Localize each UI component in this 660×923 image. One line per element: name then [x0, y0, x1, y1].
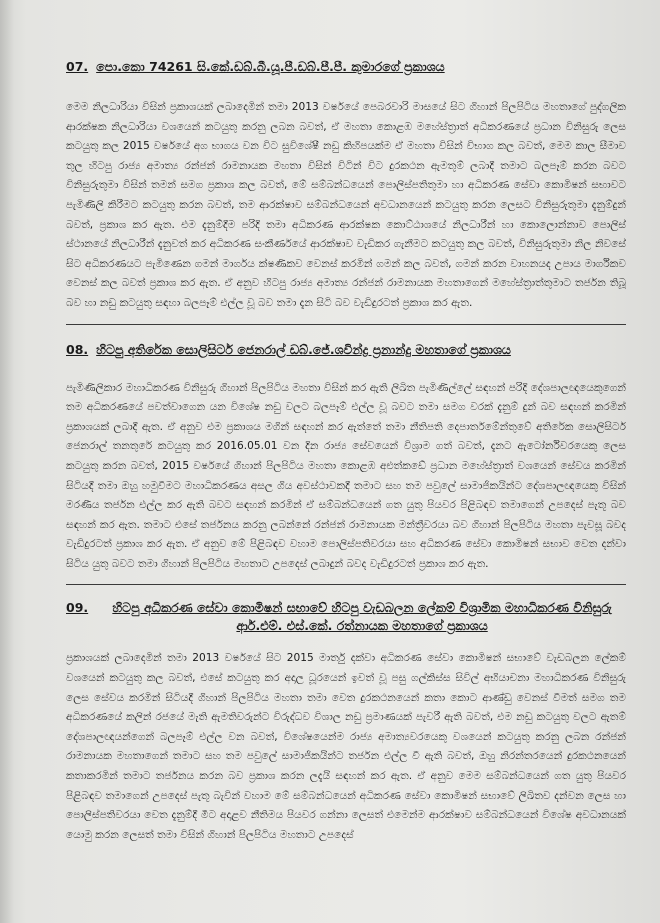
section-number: 09. [66, 600, 89, 616]
section-heading-08 [66, 341, 626, 359]
section-heading-text: හිටපු අතිරේක සොලිසිටර් ජෙනරාල් ඩබ්.ජේ.ශවින්ද්‍ර ප්‍රනාන්දු මහතාගේ ප්‍රකාශය [96, 341, 511, 357]
scan-edge-shadow [0, 0, 14, 923]
section-heading-text: පො.කො 74261 සි.කේ.ඩබ්.බී.යූ.පී.ඩබ්.පී.පී. කුමාරගේ ප්‍රකාශය [96, 59, 445, 74]
section-heading-07 [66, 58, 626, 76]
document-body [66, 58, 626, 845]
section-divider [66, 584, 626, 585]
section-number: 07. [66, 59, 89, 74]
section-heading-text: හිටපු අධිකරණ සේවා කොමිෂන් සභාවේ හිටපු වැඩබලන ලේකම් විශ්‍රාමික මහාධිකරණ විනිසුරු ආර්.එම්. එස්.කේ. රත්නායක මහතාගේ ප්‍රකාශය [112, 600, 612, 634]
section-paragraph-07: මෙම නිලධාරියා විසින් ප්‍රකාශයක් ලබාදෙමින් තමා 2013 වර්ෂයේ පෙබරවාරි මාසයේ සිට ගිහාන් පිලපිටිය මහතාගේ පුද්ගලික ආරක්ෂක නිලධාරියා වශයෙන් කටයුතු කරනු ලබන බවත්, ඒ මහතා කොළඹ මහේස්ත්‍රාත් අධිකරණයේ ප්‍රධාන විනිසුරු ලෙස කටයුතු කල 2015 වර්ෂයේ අග භාගය වන විට සුවිශේෂී නඩු කිහිපයක්ම ඒ මහතා විසින් විභාග කල බවත්, මෙම කාල සීමාව තුල හිටපු රාජ්‍ය අමාත්‍ය රන්ජන් රාමනායක මහතා විසින් විටින් විට දුරකථන ඇමතුම් ලබාදී තමාට බලපෑම් කරන බවට විනිසුරුතුමා විසින් තමන් සමග ප්‍රකාශ කල බවත්, මේ සම්බන්ධයෙන් පොලිස්පතිතුමා හා අධිකරණ සේවා කොමිෂන් සභාවට පැමිණිලි කිරීමට කටයුතු කරන බවත්, තම ආරක්ෂාව සම්බන්ධයෙන් අවධානයෙන් කටයුතු කරන ලෙසට විනිසුරුතුමා දැනුම්දුන් බවත්, ප්‍රකාශ කර ඇත. එම දැනුම්දීම පරිදි තමා අධිකරණ ආරක්ෂක කොට්ඨාශයේ නිලධාරීන් හා කොලොන්නාව පොලිස් ස්ථානයේ නිලධාරීන් දැනුවත් කර අධිකරණ සංකීර්ණයේ ආරක්ෂාව වැඩිකර ගැනීමට කටයුතු කල බවත්, විනිසුරුතුමා නිල නිවසේ සිට අධිකරණයට පැමිණෙන ගමන් මාර්ගය ක්ෂණිකව වෙනස් කරමින් ගමන් කල බවත්, ගමන් කරන වාහනයද උපාය මාර්ගිකව වෙනස් කල බවත් ප්‍රකාශ කර ඇත. ඒ අනුව හිටපු රාජ්‍ය අමාත්‍ය රන්ජන් රාමනායක මහතාගෙන් මහේස්ත්‍රාත්තුමාට තර්ජන තිබූ බව හා නඩු කටයුතු සඳහා බලපෑම් එල්ල වූ බව තමා දැන සිටි බව වැඩිදුරටත් ප්‍රකාශ කර ඇත. [66, 101, 626, 309]
section-paragraph-09: ප්‍රකාශයක් ලබාදෙමින් තමා 2013 වර්ෂයේ සිට 2015 මාර්තු දක්වා අධිකරණ සේවා කොමිෂන් සභාවේ වැඩබලන ලේකම් වශයෙන් කටයුතු කල බවත්, එසේ කටයුතු කර අදාල ධූරයෙන් ඉවත් වූ පසු ගල්කිස්ස සිවිල් අභියාචනා මහාධිකරණ විනිසුරු ලෙස සේවය කරමින් සිටියදී ගිහාන් පිලපිටිය මහතා තමා වෙත දුරකථනයෙන් කතා කොට ආණ්ඩු වෙනස් වීමත් සමග තම අධිකරණයේ කලින් රජයේ මැති ඇමතිවරුන්ට විරුද්ධව විශාල නඩු ප්‍රමාණයක් පැවරී ඇති බවත්, එම නඩු කටයුතු වලට ඇතම් දේශපාලඥයන්ගෙන් බලපෑම් එල්ල වන බවත්, විශේෂයෙන්ම රාජ්‍ය අමාත්‍යවරයෙකු වශයෙන් කටයුතු කරනු ලබන රන්ජන් රාමනායක මහතාගෙන් තමාට සහ තම පවුලේ සාමාජිකයින්ට තර්ජන එල්ල වී ඇති බවත්, ඔහු නිරන්තරයෙන් දුරකථනයෙන් කතාකරමින් තමාට තර්ජනය කරන බව ප්‍රකාශ කරන ලදැයි සඳහන් කර ඇත. ඒ අනුව මෙම සම්බන්ධයෙන් ගත යුතු පියවර පිළිබඳව තමාගෙන් උපදෙස් පැතූ බැවින් වහාම මේ සම්බන්ධයෙන් අධිකරණ සේවා කොමිෂන් සභාවේ ලිඛිතව දන්වන ලෙස හා පොලිස්පතිවරයා වෙත දැනුම්දී මීට අදාළව නීතිමය පියවර ගන්නා ලෙසත් එමෙන්ම ආරක්ෂාව සම්බන්ධයෙන් විශේෂ අවධානයක් යොමු කරන ලෙසත් තමා විසින් ගිහාන් පිලපිටිය මහතාට උපදෙස් [66, 652, 626, 841]
section-heading-09 [66, 599, 626, 635]
section-number: 08. [66, 341, 89, 357]
section-divider [66, 324, 626, 325]
section-paragraph-08: පැමිණිලිකාර මහාධිකරණ විනිසුරු ගිහාන් පිලපිටිය මහතා විසින් කර ඇති ලිඛිත පැමිණිල්ලේ සඳහන් පරිදි දේශපාලඥයෙකුගෙන් තම අධිකරණයේ පවත්වාගෙන යන විශේෂ නඩු වලට බලපෑම් එල්ල වූ බවට තමා සමග වරක් දැනුම් දුන් බව සඳහන් කරමින් ප්‍රකාශයක් ලබාදී ඇත. ඒ අනුව එම ප්‍රකාශය මගින් සඳහන් කර ඇත්තේ තමා නීතිපති දෙපාර්තමේන්තුවේ අතිරේක සොලිසිටර් ජෙනරාල් තනතුරේ කටයුතු කර 2016.05.01 වන දින රාජ්‍ය සේවයෙන් විශ්‍රාම ගත් බවත්, දැනට ඇටෝර්නිවරයෙකු ලෙස කටයුතු කරන බවත්, 2015 වර්ෂයේ ගිහාන් පිලපිටිය මහතා කොළඹ අළුත්කඩේ ප්‍රධාන මහේස්ත්‍රාත් වශයෙන් සේවය කරමින් සිටියදී තමා ඔහු හමුවීමට මහාධිකරණය අසල ගිය අවස්ථාවකදී තමාට සහ තම පවුලේ සාමාජිකයින්ට දේශපාලඥයෙකු විසින් මරණීය තර්ජන එල්ල කර ඇති බවට සඳහන් කරමින් ඒ සම්බන්ධයෙන් ගත යුතු පියවර පිළිබඳව තමාගෙන් උපදෙස් පැතූ බව සඳහන් කර ඇත. තමාට එසේ තර්ජනය කරනු ලබන්නේ රන්ජන් රාමනායක මන්ත්‍රීවරයා බව ගිහාන් පිලපිටිය මහතා පැවසූ බවද වැඩිදුරටත් ප්‍රකාශ කර ඇත. ඒ අනුව මේ පිළිබඳව වහාම පොලිස්පතිවරයා සහ අධිකරණ සේවා කොමිෂන් සභාව වෙත දන්වා සිටිය යුතු බවට තමා ගිහාන් පිලපිටිය මහතාට උපදෙස් ලබාදුන් බවද වැඩිදුරටත් ප්‍රකාශ කර ඇත. [66, 381, 626, 570]
